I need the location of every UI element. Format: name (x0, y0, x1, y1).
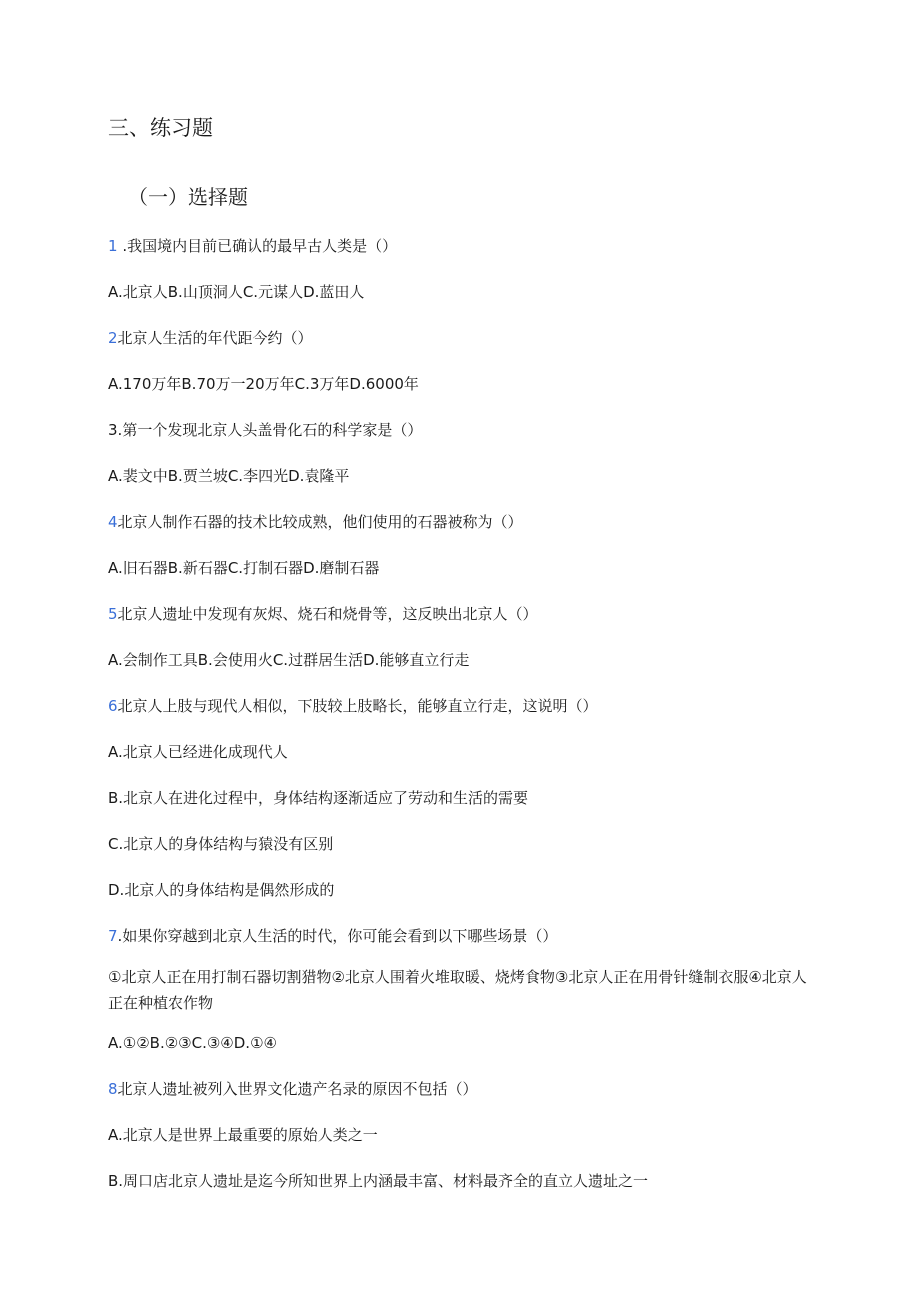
question-text: .我国境内目前已确认的最早古人类是（） (117, 237, 398, 255)
question-text: 北京人制作石器的技术比较成熟，他们使用的石器被称为（） (117, 513, 523, 531)
question-8-option-a: A.北京人是世界上最重要的原始人类之一 (108, 1126, 378, 1144)
question-4-options: A.旧石器B.新石器C.打制石器D.磨制石器 (108, 559, 380, 577)
question-6-option-a: A.北京人已经进化成现代人 (108, 743, 288, 761)
question-text: 北京人遗址中发现有灰烬、烧石和烧骨等，这反映出北京人（） (117, 605, 538, 623)
question-number: 1 (108, 237, 118, 255)
question-1 (108, 236, 397, 256)
question-5-options: A.会制作工具B.会使用火C.过群居生活D.能够直立行走 (108, 651, 470, 669)
question-2 (108, 328, 313, 348)
question-3 (108, 420, 422, 440)
question-text: 北京人上肢与现代人相似，下肢较上肢略长，能够直立行走，这说明（） (117, 697, 598, 715)
question-2-options: A.170万年B.70万一20万年C.3万年D.6000年 (108, 375, 419, 393)
question-6-option-d: D.北京人的身体结构是偶然形成的 (108, 881, 335, 899)
question-7 (108, 926, 557, 946)
question-8 (108, 1079, 478, 1099)
question-text: 北京人遗址被列入世界文化遗产名录的原因不包括（） (117, 1080, 478, 1098)
question-number: 7 (108, 927, 118, 945)
question-number: 3 (108, 421, 118, 439)
question-number: 8 (108, 1080, 118, 1098)
question-text: .如果你穿越到北京人生活的时代，你可能会看到以下哪些场景（） (117, 927, 558, 945)
question-number: 6 (108, 697, 118, 715)
question-text: .第一个发现北京人头盖骨化石的科学家是（） (117, 421, 423, 439)
question-8-option-b: B.周口店北京人遗址是迄今所知世界上内涵最丰富、材料最齐全的直立人遗址之一 (108, 1172, 649, 1190)
question-4 (108, 512, 523, 532)
subsection-title: （一）选择题 (128, 185, 248, 209)
question-7-statements: ①北京人正在用打制石器切割猎物②北京人围着火堆取暖、烧烤食物③北京人正在用骨针缝制衣服④北京人正在种植农作物 (108, 968, 807, 1012)
question-text: 北京人生活的年代距今约（） (117, 329, 313, 347)
question-6-option-b: B.北京人在进化过程中，身体结构逐渐适应了劳动和生活的需要 (108, 789, 529, 807)
question-number: 4 (108, 513, 118, 531)
question-1-options: A.北京人B.山顶洞人C.元谋人D.蓝田人 (108, 283, 365, 301)
question-6 (108, 696, 598, 716)
question-6-option-c: C.北京人的身体结构与猿没有区别 (108, 835, 334, 853)
section-title: 三、练习题 (108, 116, 213, 140)
question-3-options: A.裴文中B.贾兰坡C.李四光D.袁隆平 (108, 467, 350, 485)
question-5 (108, 604, 538, 624)
question-7-options: A.①②B.②③C.③④D.①④ (108, 1034, 277, 1052)
question-number: 5 (108, 605, 118, 623)
question-number: 2 (108, 329, 118, 347)
